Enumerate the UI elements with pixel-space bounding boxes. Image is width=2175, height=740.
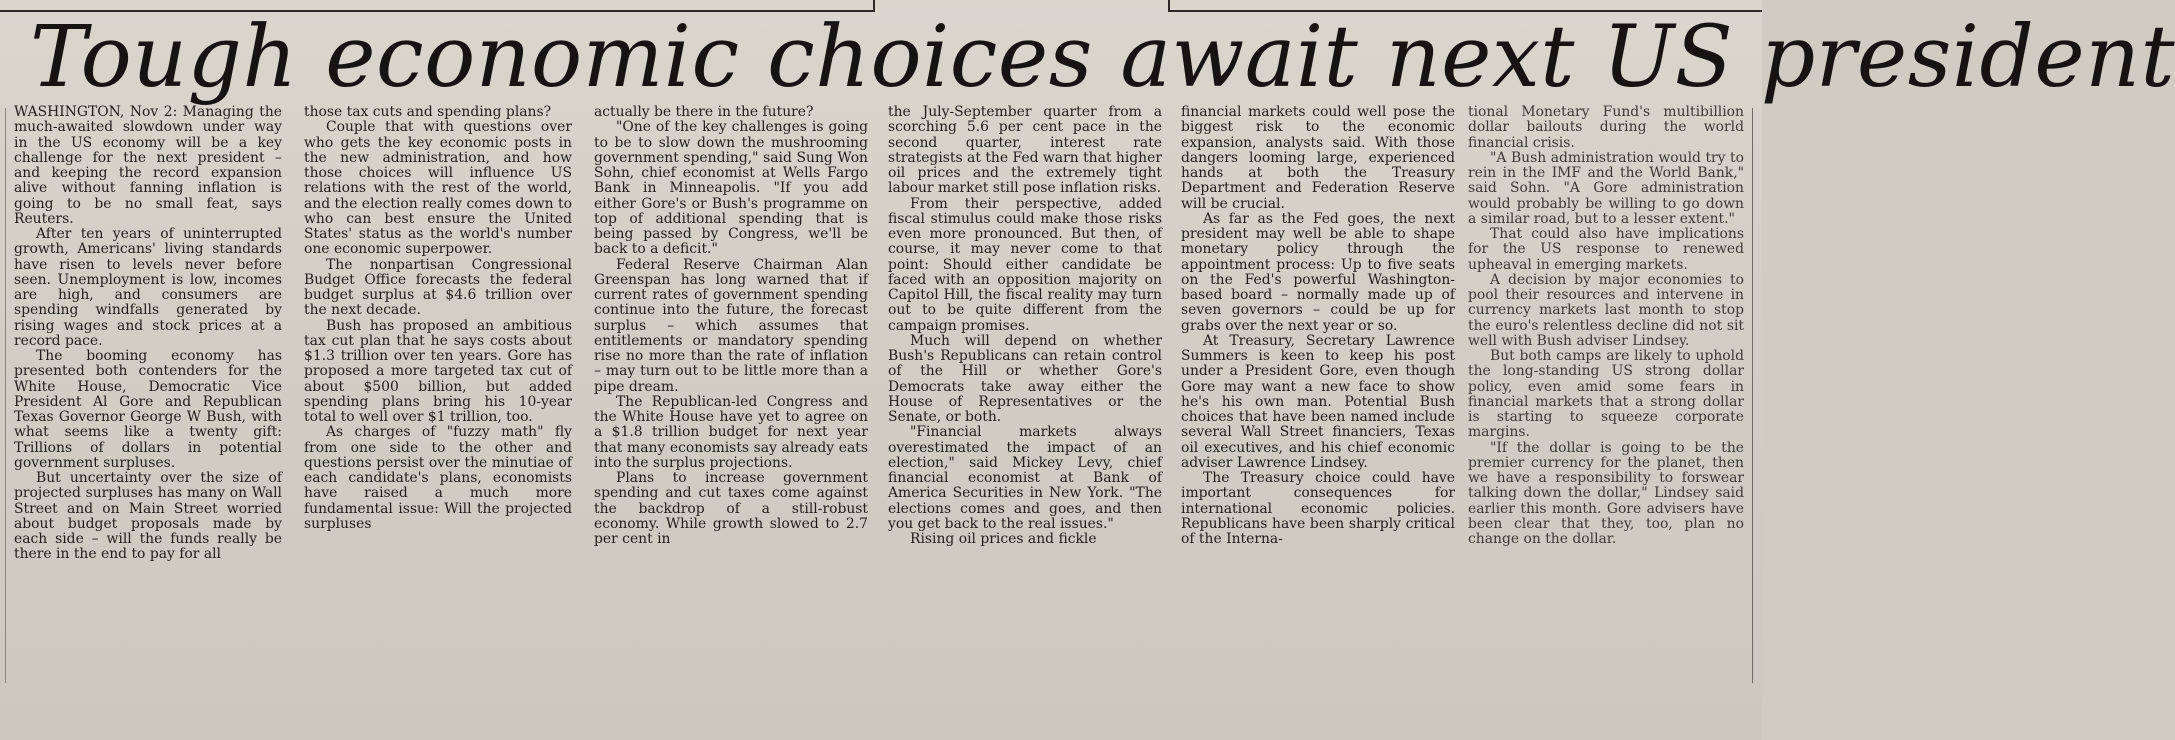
article-column-4: [888, 105, 1162, 685]
paragraph: The booming economy has presented both contenders for the White House, Democratic Vice President Al Gore and Republican Texas Governor George W Bush, with what seems like a twenty gift: Trillions of dollars in potential government surpluses.: [14, 348, 282, 471]
paragraph: But uncertainty over the size of projected surpluses has many on Wall Street and on Main Street worried about budget proposals made by each side – will the funds really be there in the end to pay for all: [14, 470, 282, 563]
paragraph: The Republican-led Congress and the White House have yet to agree on a $1.8 trillion budget for next year that many economists say already eats into the surplus projections.: [594, 393, 868, 471]
paragraph: "One of the key challenges is going to be to slow down the mushrooming government spending," said Sung Won Sohn, chief economist at Wells Fargo Bank in Minneapolis. "If you add either Gore's or Bush's programme on top of additional spending that is being passed by Congress, we'll be back to a deficit.": [594, 119, 868, 258]
paragraph: Federal Reserve Chairman Alan Greenspan has long warned that if current rates of government spending continue into the future, the forecast surplus – which assumes that entitlements or mandatory spending rise no more than the rate of inflation – may turn out to be little more than a pipe dream.: [594, 256, 868, 395]
paragraph: financial markets could well pose the biggest risk to the economic expansion, analysts said. With those dangers looming large, experienced hands at both the Treasury Department and Federation Reserve will be crucial.: [1181, 104, 1455, 212]
paragraph: A decision by major economies to pool their resources and intervene in currency markets last month to stop the euro's relentless decline did not sit well with Bush adviser Lindsey.: [1468, 271, 1744, 349]
article-column-3: [594, 105, 868, 685]
paragraph: Couple that with questions over who gets the key economic posts in the new administration, and how those choices will influence US relations with the rest of the world, and the election really comes down to who can best ensure the United States' status as the world's number one economic superpower.: [304, 119, 572, 258]
paragraph: The nonpartisan Congressional Budget Office forecasts the federal budget surplus at $4.6 trillion over the next decade.: [304, 256, 572, 319]
article-column-5: [1181, 105, 1455, 685]
paragraph: "If the dollar is going to be the premier currency for the planet, then we have a responsibility to forswear talking down the dollar," Lindsey said earlier this month. Gore advisers have been clear that they, too, plan no change on the dollar.: [1468, 439, 1744, 547]
article-column-6: [1468, 105, 1744, 685]
paragraph: "A Bush administration would try to rein in the IMF and the World Bank," said Sohn. "A Gore administration would probably be willing to go down a similar road, but to a lesser extent.": [1468, 149, 1744, 227]
paragraph: The Treasury choice could have important consequences for international economic policies. Republicans have been sharply critical of the Interna-: [1181, 470, 1455, 547]
headline: Tough economic choices await next US president: [30, 8, 2175, 107]
paragraph: Plans to increase government spending and cut taxes come against the backdrop of a still-robust economy. While growth slowed to 2.7 per cent in: [594, 470, 868, 547]
paragraph: actually be there in the future?: [594, 104, 814, 120]
paragraph: Rising oil prices and fickle: [910, 531, 1097, 547]
paragraph: That could also have implications for the US response to renewed upheaval in emerging markets.: [1468, 226, 1744, 273]
right-edge-rule: [1752, 108, 1753, 683]
paragraph: After ten years of uninterrupted growth, Americans' living standards have risen to levels never before seen. Unemployment is low, incomes are high, and consumers are spending windfalls generated by rising wages and stock prices at a record pace.: [14, 226, 282, 349]
left-edge-rule: [5, 108, 6, 683]
paragraph: WASHINGTON, Nov 2: Managing the much-awaited slowdown under way in the US economy will be a key challenge for the next president – and keeping the record expansion alive without fanning inflation is going to be no small feat, says Reuters.: [14, 104, 282, 227]
paragraph: Bush has proposed an ambitious tax cut plan that he says costs about $1.3 trillion over ten years. Gore has proposed a more targeted tax cut of about $500 billion, but added spending plans bring his 10-year total to well over $1 trillion, too.: [304, 317, 572, 425]
paragraph: But both camps are likely to uphold the long-standing US strong dollar policy, even amid some fears in financial markets that a strong dollar is starting to squeeze corporate margins.: [1468, 348, 1744, 441]
paragraph: "Financial markets always overestimated the impact of an election," said Mickey Levy, chief financial economist at Bank of America Securities in New York. "The elections comes and goes, and then you get back to the real issues.": [888, 424, 1162, 532]
article-column-1: [14, 105, 282, 685]
paragraph: At Treasury, Secretary Lawrence Summers is keen to keep his post under a President Gore, even though Gore may want a new face to show he's his own man. Potential Bush choices that have been named include several Wall Street financiers, Texas oil executives, and his chief economic adviser Lawrence Lindsey.: [1181, 332, 1455, 471]
paragraph: From their perspective, added fiscal stimulus could make those risks even more pronounced. But then, of course, it may never come to that point: Should either candidate be faced with an opposition majority on Capitol Hill, the fiscal reality may turn out to be quite different from the campaign promises.: [888, 195, 1162, 334]
paragraph: As charges of "fuzzy math" fly from one side to the other and questions persist over the minutiae of each candidate's plans, economists have raised a much more fundamental issue: Will the projected surpluses: [304, 424, 572, 532]
paragraph: those tax cuts and spending plans?: [304, 104, 552, 120]
paragraph: As far as the Fed goes, the next president may well be able to shape monetary policy through the appointment process: Up to five seats on the Fed's powerful Washington-based board – normally made up of seven governors – could be up for grabs over the next year or so.: [1181, 210, 1455, 334]
article-column-2: [304, 105, 572, 685]
paragraph: the July-September quarter from a scorching 5.6 per cent pace in the second quarter, interest rate strategists at the Fed warn that higher oil prices and the extremely tight labour market still pose inflation risks.: [888, 104, 1162, 197]
paragraph: tional Monetary Fund's multibillion dollar bailouts during the world financial crisis.: [1468, 104, 1744, 151]
paragraph: Much will depend on whether Bush's Republicans can retain control of the Hill or whether Gore's Democrats take away either the House of Representatives or the Senate, or both.: [888, 332, 1162, 425]
